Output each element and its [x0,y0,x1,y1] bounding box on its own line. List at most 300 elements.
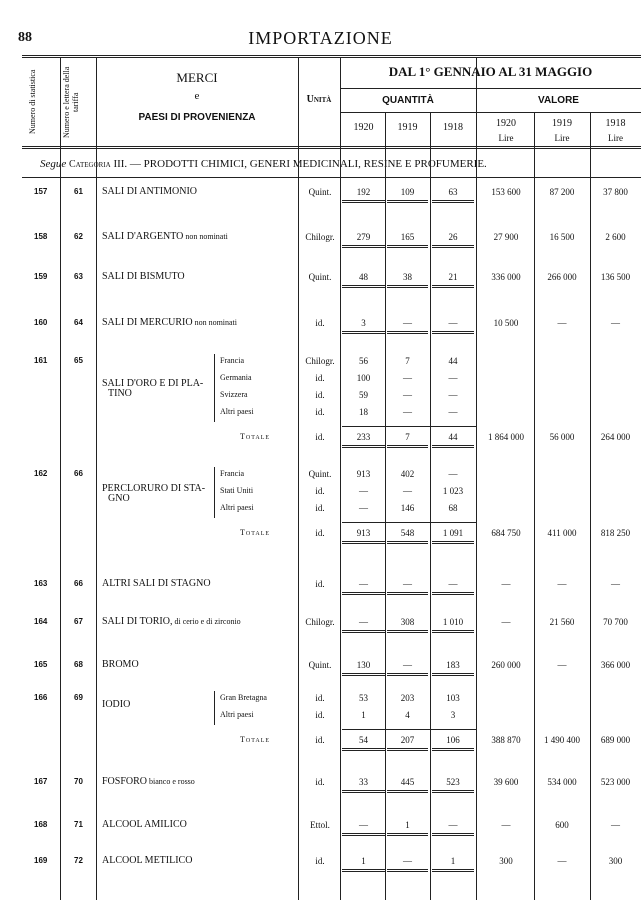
item-name-main: ALTRI SALI DI STAGNO [102,578,211,589]
cell-v19: 534 000 [547,777,577,787]
total-cell-v19: 56 000 [549,432,575,442]
sum-rule [342,833,385,834]
cell-q18: 183 [446,660,460,670]
unit: id. [315,503,325,513]
unit: id. [315,390,325,400]
sub-cell-q18: — [448,469,458,479]
cell-q18: 63 [448,187,458,197]
cell-q20: 48 [359,272,368,282]
item-name-main: BROMO [102,659,139,670]
period-rule [340,88,641,89]
sum-rule [342,750,385,751]
item-name-line2: GNO [108,493,130,504]
sum-rule [387,200,428,201]
cell-q20: — [359,820,368,830]
header-bottom-rule-2 [22,148,641,149]
item-name-main: ALCOOL AMILICO [102,819,187,830]
item-name [102,776,195,787]
row-number: 168 [34,820,48,829]
total-cell-q18: 106 [446,735,460,745]
sum-rule [387,833,428,834]
period-header: DAL 1° GENNAIO AL 31 MAGGIO [388,64,593,79]
sum-rule [342,200,385,201]
sub-cell-q19: 146 [400,503,415,513]
segue-text: III. — PRODOTTI CHIMICI, GENERI MEDICINALI, RESINE E PROFUMERIE. [113,158,487,170]
unit: id. [315,318,325,328]
cell-q18: 523 [446,777,460,787]
sum-rule [342,673,385,674]
sum-rule [387,331,428,332]
cell-v19: — [557,579,567,589]
unit: Chilogr. [305,617,335,627]
cell-q19: — [403,318,412,328]
sub-cell-q19: — [403,390,412,400]
sum-rule [432,285,474,286]
item-name-line1: IODIO [102,699,131,710]
sum-rule [342,247,385,248]
unita-header: Unità [306,94,332,105]
sum-rule [342,594,385,595]
col-rule-4 [340,57,341,900]
sum-rule [342,543,385,544]
item-name [102,616,241,627]
total-cell-q18: 1 091 [442,528,464,538]
cell-v20: 10 500 [493,318,519,328]
sum-rule [432,871,474,872]
total-cell-q20: 54 [359,735,368,745]
item-name-extra: non nominati [192,318,238,327]
row-tariff: 61 [74,187,83,196]
valore-header: VALORE [538,95,579,106]
sum-rule [387,792,428,793]
item-name [102,855,192,866]
row-number: 165 [34,660,48,669]
row-tariff: 64 [74,318,83,327]
row-tariff: 71 [74,820,83,829]
cell-q19: — [403,856,412,866]
sub-cell-q19: — [403,373,412,383]
sum-rule [387,869,428,870]
sub-cell-q20: 913 [356,469,371,479]
sum-rule [432,202,474,203]
cell-v19: 21 560 [549,617,575,627]
item-name [102,271,185,282]
sum-rule [432,748,474,749]
unit: Chilogr. [305,232,335,242]
cell-q20: — [359,579,368,589]
item-name [102,819,187,830]
unit: Quint. [308,469,332,479]
unit: Quint. [308,272,332,282]
sub-cell-q19: 4 [405,710,410,720]
col-rule-3 [298,57,299,900]
sum-rule [387,750,428,751]
year-q-1919: 1919 [397,122,418,133]
sum-rule [342,445,385,446]
row-tariff: 67 [74,617,83,626]
cell-q20: 33 [359,777,368,787]
total-rule [342,522,476,523]
item-name [102,231,228,242]
col-rule-7 [476,57,477,900]
sum-rule [342,333,385,334]
row-tariff: 69 [74,693,83,702]
total-cell-v20: 1 864 000 [488,432,524,442]
sum-rule [432,543,474,544]
sub-cell-q18: 103 [446,693,460,703]
sum-rule [342,447,385,448]
sub-cell-q18: 3 [450,710,456,720]
cell-q20: 130 [356,660,371,670]
sum-rule [432,675,474,676]
item-name-main: SALI DI MERCURIO [102,317,193,328]
item-name-extra: non nominati [183,232,228,241]
country: Altri paesi [220,407,254,416]
item-name-main: SALI DI TORIO, [102,616,173,627]
cell-v19: 87 200 [549,187,575,197]
row-tariff: 66 [74,579,83,588]
country: Altri paesi [220,503,254,512]
unit: id. [315,777,325,787]
cell-q19: 445 [400,777,415,787]
row-number: 157 [34,187,48,196]
page-number: 88 [18,30,32,45]
item-name-line1: SALI D'ORO E DI PLA- [102,378,204,389]
item-name-main: FOSFORO [102,776,148,787]
unit: Ettol. [310,820,330,830]
country: Germania [220,373,252,382]
total-label: Totale [240,735,271,744]
cell-v19: 600 [555,820,569,830]
total-cell-q20: 913 [356,528,371,538]
unit: id. [315,856,325,866]
cell-v18: 37 800 [603,187,628,197]
cell-v19: — [557,660,567,670]
sum-rule [342,245,385,246]
row-number: 158 [34,232,48,241]
sub-cell-q19: 402 [400,469,415,479]
row-tariff: 66 [74,469,83,478]
item-name-line1: PERCLORURO DI STA- [102,483,206,494]
country: Francia [220,469,244,478]
sum-rule [342,792,385,793]
row-tariff: 72 [74,856,83,865]
sum-rule [432,200,474,201]
cell-v18: — [611,820,620,830]
row-number: 159 [34,272,48,281]
item-name [102,659,139,670]
sub-cell-q20: 59 [359,390,368,400]
cell-v18: — [611,579,620,589]
sum-rule [387,594,428,595]
unit: id. [315,373,325,383]
unit: Chilogr. [305,356,335,366]
total-cell-v20: 388 870 [491,735,521,745]
row-tariff: 65 [74,356,83,365]
sub-cell-q19: — [403,486,412,496]
total-cell-q20: 233 [356,432,371,442]
cell-v18: 300 [608,856,623,866]
cell-q20: 3 [361,318,366,328]
sub-cell-q18: — [448,390,458,400]
unit: Quint. [308,187,332,197]
total-cell-v19: 1 490 400 [544,735,580,745]
item-name-main: SALI DI BISMUTO [102,271,185,282]
cell-v19: 266 000 [547,272,577,282]
sub-cell-q18: — [448,407,458,417]
sum-rule [432,447,474,448]
sum-rule [342,285,385,286]
cell-v19: — [557,856,567,866]
cell-v20: 153 600 [491,187,521,197]
cell-q18: 1 [450,856,456,866]
year-v-1918: 1918 [605,118,626,129]
sub-cell-q20: 56 [359,356,368,366]
row-number: 167 [34,777,48,786]
cell-v20: — [501,579,511,589]
sum-rule [387,447,428,448]
col-numero-header: Numero di statistica [28,69,37,135]
total-rule [342,729,476,730]
total-cell-q19: 548 [400,528,415,538]
lire-1919: Lire [554,133,570,143]
sum-rule [432,835,474,836]
sum-rule [387,630,428,631]
cell-q19: 38 [403,272,412,282]
unit: id. [315,407,325,417]
row-number: 169 [34,856,48,865]
cell-q19: 308 [400,617,415,627]
segue-rule [22,177,641,178]
segue-categoria: Categoria [69,159,111,170]
sum-rule [432,592,474,593]
cell-q18: 21 [448,272,458,282]
country: Altri paesi [220,710,254,719]
sum-rule [387,675,428,676]
cell-v18: 2 600 [605,232,626,242]
sum-rule [342,592,385,593]
sub-cell-q19: 203 [400,693,415,703]
sub-cell-q18: 68 [448,503,458,513]
item-name-extra: di cerio e di zirconio [172,617,241,626]
cell-q18: — [448,820,458,830]
row-number: 164 [34,617,48,626]
total-rule [342,426,476,427]
total-cell-v18: 818 250 [600,528,631,538]
sum-rule [387,245,428,246]
sub-cell-q20: 1 [361,710,366,720]
merci-e: e [194,90,200,102]
sum-rule [432,792,474,793]
sub-cell-q20: 100 [356,373,371,383]
sum-rule [342,287,385,288]
cell-v18: 136 500 [600,272,631,282]
sum-rule [387,748,428,749]
header-top-rule-2 [22,57,641,58]
total-label: Totale [240,432,271,441]
cell-q19: — [403,579,412,589]
cell-v20: — [501,617,511,627]
sub-cell-q19: — [403,407,412,417]
sum-rule [432,247,474,248]
cell-q18: — [448,318,458,328]
row-number: 162 [34,469,48,478]
sum-rule [342,632,385,633]
segue-prefix: Segue [40,158,67,170]
col-lettera-header: Numero e lettera della tariffa [62,66,80,138]
cell-v18: — [611,318,620,328]
unit: id. [315,432,325,442]
item-name-extra: bianco e rosso [147,777,195,786]
unit: id. [315,579,325,589]
item-name [102,578,211,589]
sum-rule [387,287,428,288]
sum-rule [387,835,428,836]
sum-rule [387,541,428,542]
total-cell-q18: 44 [448,432,458,442]
item-name [102,317,237,328]
country: Francia [220,356,244,365]
cell-v20: 300 [499,856,513,866]
total-cell-v18: 689 000 [600,735,631,745]
cell-v20: 39 600 [493,777,519,787]
sum-rule [432,331,474,332]
unit: id. [315,735,325,745]
sum-rule [432,245,474,246]
cell-v20: 27 900 [493,232,519,242]
sum-rule [342,790,385,791]
row-tariff: 63 [74,272,83,281]
total-cell-q19: 207 [400,735,415,745]
unit: Quint. [308,660,332,670]
row-number: 166 [34,693,48,702]
year-v-1919: 1919 [552,118,572,129]
sum-rule [387,543,428,544]
year-q-1920: 1920 [353,122,374,133]
sum-rule [342,202,385,203]
cell-q20: — [359,617,368,627]
unit: id. [315,528,325,538]
sum-rule [387,673,428,674]
row-tariff: 68 [74,660,83,669]
sum-rule [432,673,474,674]
item-name-main: ALCOOL METILICO [102,855,193,866]
total-cell-v19: 411 000 [547,528,577,538]
sub-cell-q20: 18 [359,407,368,417]
sub-cell-q19: 7 [405,356,410,366]
sum-rule [387,247,428,248]
year-q-1918: 1918 [443,122,463,133]
header-top-rule [22,55,641,56]
bracket [214,354,219,422]
sub-cell-q20: — [359,503,368,513]
sum-rule [432,630,474,631]
sum-rule [432,541,474,542]
header-bottom-rule [22,146,641,147]
sum-rule [432,632,474,633]
cell-q19: 109 [400,187,415,197]
sum-rule [432,445,474,446]
sum-rule [387,202,428,203]
total-cell-v20: 684 750 [491,528,521,538]
total-cell-q19: 7 [405,432,410,442]
sum-rule [432,790,474,791]
row-tariff: 62 [74,232,83,241]
lire-1918: Lire [608,133,623,143]
cell-v18: 70 700 [603,617,628,627]
unit: id. [315,710,325,720]
sum-rule [387,592,428,593]
sum-rule [432,333,474,334]
sum-rule [387,790,428,791]
cell-v20: — [501,820,511,830]
paesi-header: PAESI DI PROVENIENZA [138,112,256,123]
col-rule-2 [96,57,97,900]
bracket [214,467,219,518]
sum-rule [342,748,385,749]
cell-q18: 26 [448,232,458,242]
row-number: 163 [34,579,48,588]
item-name-main: SALI DI ANTIMONIO [102,186,197,197]
sub-cell-q18: — [448,373,458,383]
total-label: Totale [240,528,271,537]
cell-v20: 260 000 [491,660,521,670]
col-rule-1 [60,57,61,900]
unit: id. [315,693,325,703]
sum-rule [387,285,428,286]
cell-v20: 336 000 [491,272,521,282]
page-title: IMPORTAZIONE [248,28,393,48]
sum-rule [387,871,428,872]
country: Svizzera [220,390,248,399]
sum-rule [342,630,385,631]
item-name-line2: TINO [108,388,132,399]
segue-line [40,158,487,170]
sub-cell-q18: 1 023 [442,486,464,496]
bracket [214,691,219,725]
sum-rule [387,632,428,633]
cell-v19: 16 500 [549,232,575,242]
unit: id. [315,486,325,496]
sum-rule [342,871,385,872]
total-cell-v18: 264 000 [600,432,631,442]
row-tariff: 70 [74,777,83,786]
sum-rule [432,869,474,870]
cell-q20: 192 [356,187,371,197]
country: Stati Uniti [220,486,254,495]
item-name-main: SALI D'ARGENTO [102,231,184,242]
sub-cell-q20: 53 [359,693,368,703]
sub-cell-q18: 44 [448,356,458,366]
sum-rule [432,287,474,288]
cell-q19: — [403,660,412,670]
row-number: 160 [34,318,48,327]
cell-q19: 1 [405,820,410,830]
cell-v19: — [557,318,567,328]
sum-rule [432,594,474,595]
cell-q19: 165 [400,232,415,242]
country: Gran Bretagna [220,693,267,702]
sum-rule [387,445,428,446]
row-number: 161 [34,356,48,365]
sum-rule [342,541,385,542]
sum-rule [387,333,428,334]
sum-rule [432,833,474,834]
cell-q18: 1 010 [442,617,464,627]
cell-q20: 1 [361,856,366,866]
merci-header: MERCI [176,70,218,85]
sum-rule [342,869,385,870]
